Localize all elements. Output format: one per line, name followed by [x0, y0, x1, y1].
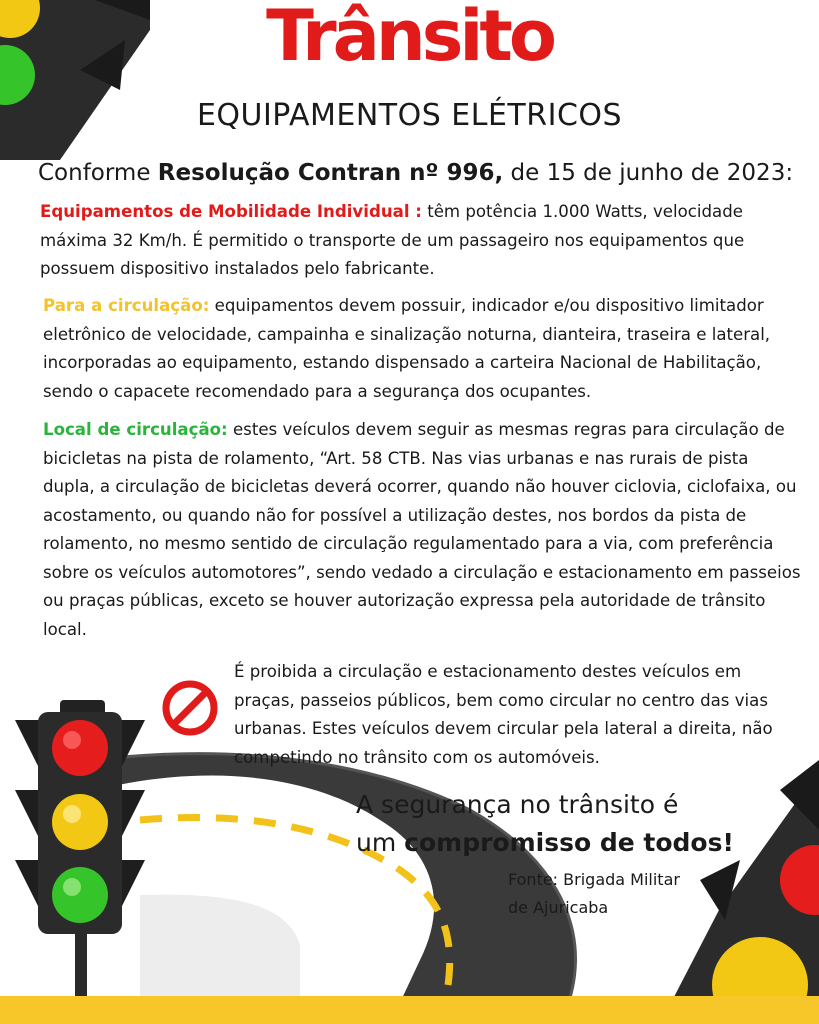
prohibition-icon [166, 684, 214, 732]
source-line-2: de Ajuricaba [508, 898, 609, 917]
slogan-line-2 [356, 824, 776, 862]
section-text: estes veículos devem seguir as mesmas regras para circulação de bicicletas na pista de rolamento, “Art. 58 CTB. Nas vias urbanas e nas rurais de pista dupla, a circulação de bicicletas deverá ocorrer, quando não houver ciclovia, ciclofaixa, ou acostamento, ou quando não for possível a utilização destes, nos bordos da pista de rolamento, no mesmo sentido de circulação regulamentado para a via, com preferência sobre os veículos automotores”, sendo vedado a circulação e estacionamento em passeios ou praças públicas, exceto se houver autorização expressa pela autoridade de trânsito local. [43, 420, 801, 639]
intro-resolution: Resolução Contran nº 996, [157, 160, 504, 186]
section-location [43, 416, 803, 644]
section-circulation [43, 292, 813, 406]
intro-suffix: de 15 de junho de 2023: [503, 160, 794, 186]
page-title: Trânsito [266, 0, 553, 77]
slogan [356, 786, 776, 862]
section-text: têm potência 1.000 Watts, velocidade máxima 32 Km/h. É permitido o transporte de um passageiro nos equipamentos que possuem dispositivo instalados pelo fabricante. [40, 202, 745, 278]
intro-prefix: Conforme [38, 160, 158, 186]
section-lead: Local de circulação: [43, 420, 228, 439]
section-lead: Para a circulação: [43, 296, 210, 315]
bottom-yellow-bar [0, 996, 819, 1024]
section-lead: Equipamentos de Mobilidade Individual : [40, 202, 422, 221]
slogan-line-1: A segurança no trânsito é [356, 790, 679, 819]
slogan-prefix: um [356, 828, 405, 857]
source-credit [508, 866, 708, 922]
intro-line [38, 160, 798, 186]
prohibition-text: É proibida a circulação e estacionamento destes veículos em praças, passeios públicos, bem como circular no centro das vias urbanas. Estes veículos devem circular pela lateral a direita, não competindo no trânsito com os automóveis. [234, 662, 773, 767]
page-subtitle: EQUIPAMENTOS ELÉTRICOS [196, 98, 623, 133]
slogan-bold: compromisso de todos! [404, 828, 734, 857]
section-mobility [40, 198, 770, 284]
section-text: equipamentos devem possuir, indicador e/ou dispositivo limitador eletrônico de velocidade, campainha e sinalização noturna, dianteira, traseira e lateral, incorporadas ao equipamento, estando dispensado a carteira Nacional de Habilitação, sendo o capacete recomendado para a segurança dos ocupantes. [43, 296, 771, 401]
traffic-light-icon [15, 700, 145, 1000]
source-line-1: Fonte: Brigada Militar [508, 870, 680, 889]
